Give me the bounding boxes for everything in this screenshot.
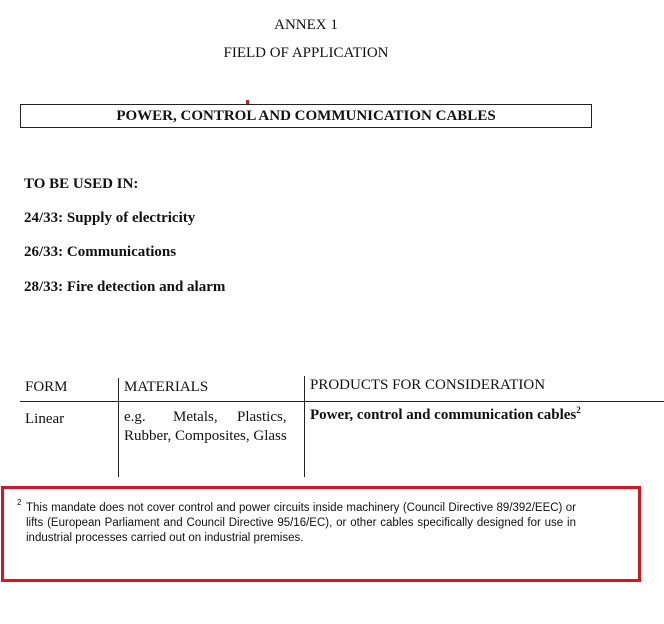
cell-products-text: Power, control and communication cables xyxy=(310,407,577,423)
usage-item-fire-detection: 28/33: Fire detection and alarm xyxy=(24,279,226,295)
field-of-application-title: FIELD OF APPLICATION xyxy=(223,45,389,61)
usage-item-electricity: 24/33: Supply of electricity xyxy=(24,210,196,226)
used-in-heading: TO BE USED IN: xyxy=(24,176,139,192)
cell-form: Linear xyxy=(25,411,65,427)
banner-title: POWER, CONTROL AND COMMUNICATION CABLES xyxy=(116,108,496,124)
annex-title: ANNEX 1 xyxy=(274,17,338,33)
cell-materials-line2: Rubber, Composites, Glass xyxy=(124,428,287,444)
cell-materials-eg: e.g. xyxy=(124,409,146,425)
cell-products xyxy=(310,407,581,424)
cell-materials-plastics: Plastics, xyxy=(237,409,287,425)
cell-products-footnote-ref: 2 xyxy=(576,405,581,415)
column-header-materials: MATERIALS xyxy=(124,379,209,395)
column-header-form: FORM xyxy=(25,379,68,395)
usage-item-communications: 26/33: Communications xyxy=(24,244,177,260)
table-divider-1 xyxy=(118,378,119,477)
table-header-rule xyxy=(20,401,664,402)
cell-materials-metals: Metals, xyxy=(173,409,218,425)
column-header-products: PRODUCTS FOR CONSIDERATION xyxy=(310,377,546,393)
footnote-text: This mandate does not cover control and power circuits inside machinery (Council Directive 89/392/EEC) or lifts (European Parliament and Council Directive 95/16/EC), or other cables specifically designed for use in industrial processes carried out on industrial premises. xyxy=(26,502,576,544)
footnote-mark: 2 xyxy=(17,498,22,507)
cables-banner xyxy=(20,104,592,128)
table-divider-2 xyxy=(304,376,305,477)
